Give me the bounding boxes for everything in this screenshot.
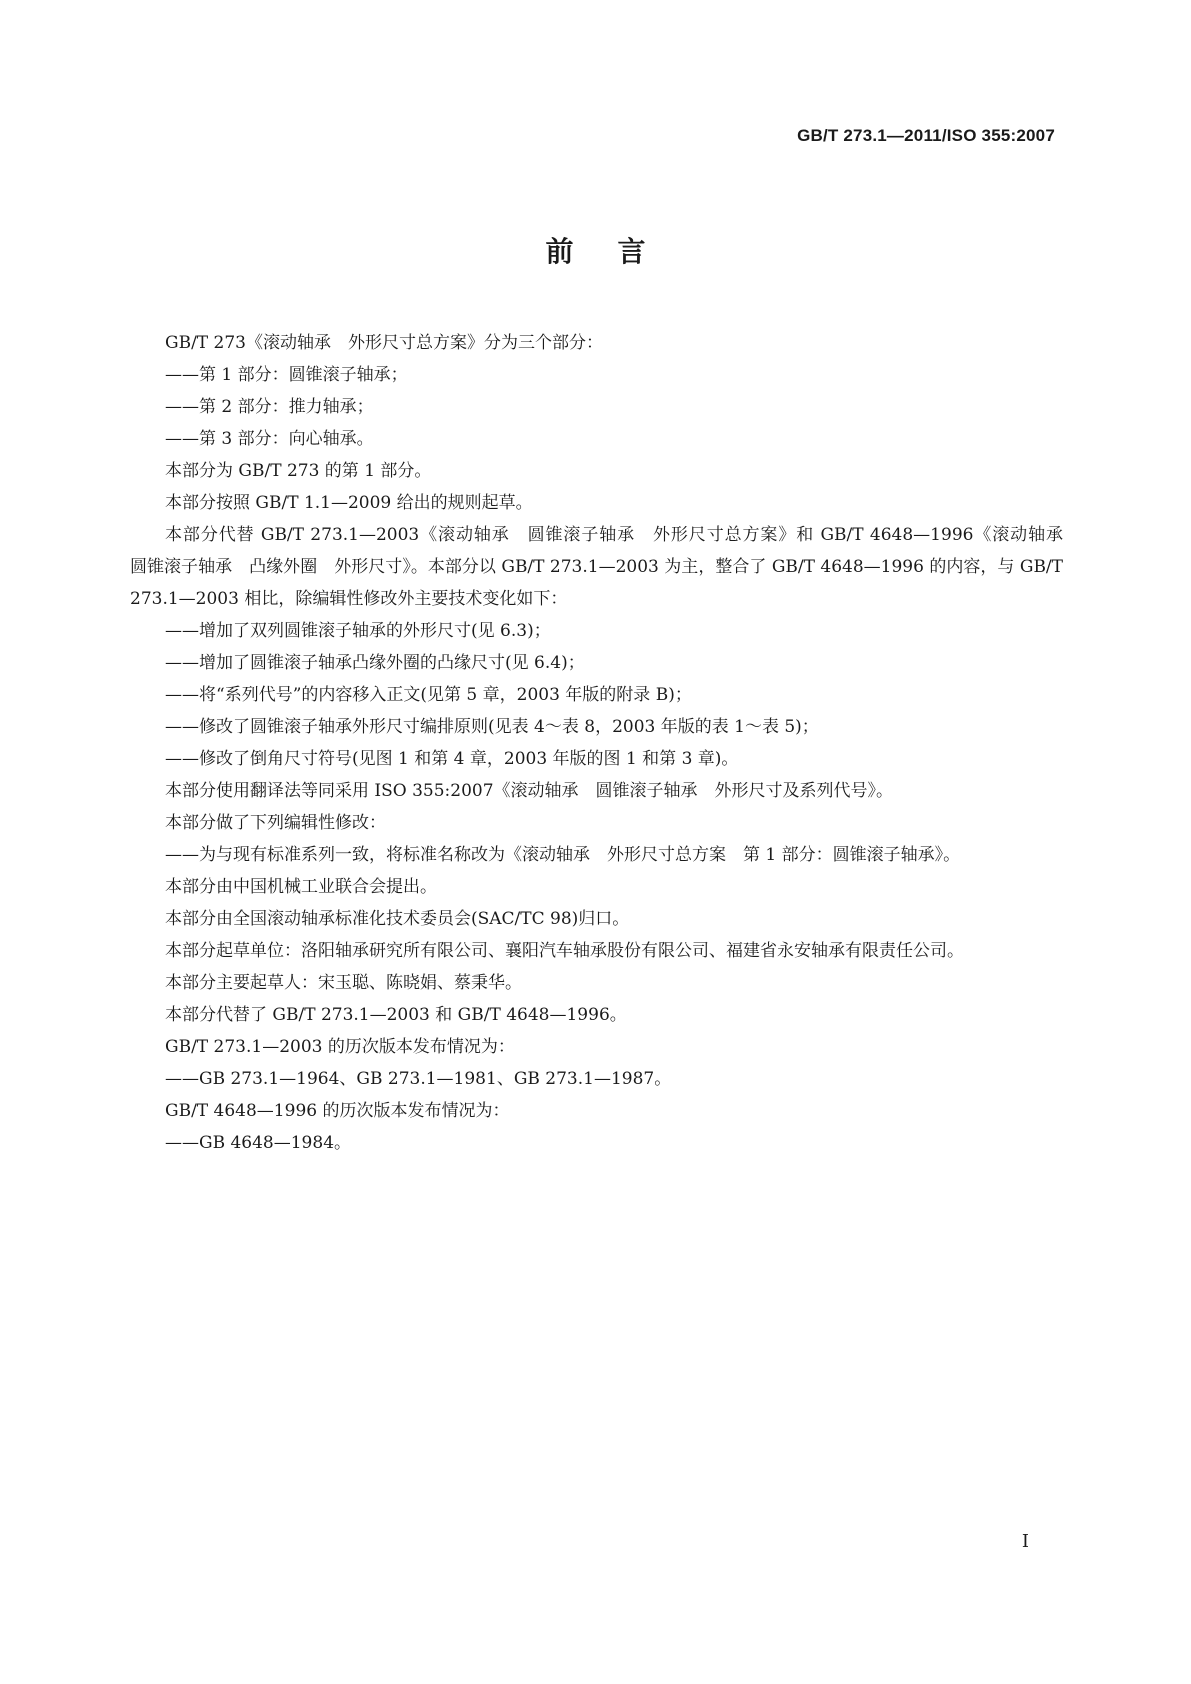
body-paragraph: 本部分使用翻译法等同采用 ISO 355:2007《滚动轴承 圆锥滚子轴承 外形尺寸及系列代号》。 bbox=[165, 781, 894, 801]
list-item: ——修改了圆锥滚子轴承外形尺寸编排原则(见表 4～表 8，2003 年版的表 1～表 5)； bbox=[165, 717, 819, 737]
list-item: ——增加了圆锥滚子轴承凸缘外圈的凸缘尺寸(见 6.4)； bbox=[165, 653, 585, 673]
body-paragraph: 本部分按照 GB/T 1.1—2009 给出的规则起草。 bbox=[165, 493, 533, 513]
body-paragraph: 本部分代替了 GB/T 273.1—2003 和 GB/T 4648—1996。 bbox=[165, 1005, 627, 1025]
list-item: ——为与现有标准系列一致，将标准名称改为《滚动轴承 外形尺寸总方案 第 1 部分：圆锥滚子轴承》。 bbox=[165, 845, 961, 865]
body-paragraph: 本部分代替 GB/T 273.1—2003《滚动轴承 圆锥滚子轴承 外形尺寸总方案》和 GB/T 4648—1996《滚动轴承 圆锥滚子轴承 凸缘外圈 外形尺寸》。本部分以 GB/T 273.1—2003 为主，整合了 GB/T 4648—1996 的内容，与 GB/T 273.1—2003 相比，除编辑性修改外主要技术变化如下： bbox=[130, 525, 1080, 609]
list-item: ——修改了倒角尺寸符号(见图 1 和第 4 章，2003 年版的图 1 和第 3 章)。 bbox=[165, 749, 739, 769]
body-paragraph: 本部分起草单位：洛阳轴承研究所有限公司、襄阳汽车轴承股份有限公司、福建省永安轴承有限责任公司。 bbox=[165, 941, 964, 961]
list-item: ——GB 4648—1984。 bbox=[165, 1133, 352, 1153]
standard-code-header: GB/T 273.1—2011/ISO 355:2007 bbox=[797, 126, 1055, 145]
page-title: 前言 bbox=[545, 235, 690, 268]
list-item: ——GB 273.1—1964、GB 273.1—1981、GB 273.1—1987。 bbox=[165, 1069, 672, 1089]
list-item: ——将“系列代号”的内容移入正文(见第 5 章，2003 年版的附录 B)； bbox=[165, 685, 692, 705]
body-paragraph: 本部分主要起草人：宋玉聪、陈晓娟、蔡秉华。 bbox=[165, 973, 522, 993]
list-item: ——增加了双列圆锥滚子轴承的外形尺寸(见 6.3)； bbox=[165, 621, 551, 641]
body-paragraph: 本部分做了下列编辑性修改： bbox=[165, 813, 386, 833]
list-item: ——第 2 部分：推力轴承； bbox=[165, 397, 374, 417]
body-paragraph: GB/T 273.1—2003 的历次版本发布情况为： bbox=[165, 1037, 515, 1057]
body-paragraph: 本部分由全国滚动轴承标准化技术委员会(SAC/TC 98)归口。 bbox=[165, 909, 630, 929]
page-number: I bbox=[1021, 1531, 1029, 1552]
foreword-body bbox=[130, 327, 1080, 1159]
body-paragraph: 本部分为 GB/T 273 的第 1 部分。 bbox=[165, 461, 432, 481]
list-item: ——第 3 部分：向心轴承。 bbox=[165, 429, 374, 449]
body-paragraph: GB/T 4648—1996 的历次版本发布情况为： bbox=[165, 1101, 510, 1121]
body-paragraph: 本部分由中国机械工业联合会提出。 bbox=[165, 877, 437, 897]
list-item: ——第 1 部分：圆锥滚子轴承； bbox=[165, 365, 408, 385]
body-paragraph: GB/T 273《滚动轴承 外形尺寸总方案》分为三个部分： bbox=[165, 333, 603, 353]
